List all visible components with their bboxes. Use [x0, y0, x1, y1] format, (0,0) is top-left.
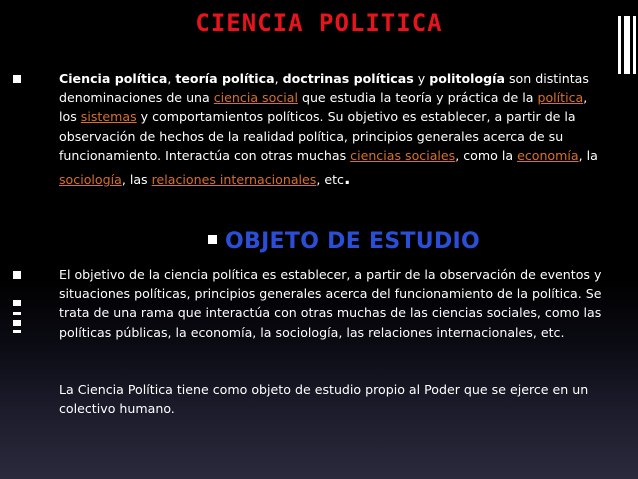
bullet-square-icon	[13, 75, 21, 83]
bullet-square-icon	[13, 271, 21, 279]
link-sistemas[interactable]: sistemas	[80, 109, 137, 125]
paragraph-objective: El objetivo de la ciencia política es establecer, a partir de la observación de eventos y situaciones políticas, principios generales acerca del funcionamiento de la política. Se trata de una rama que interactúa con otras muchas de las ciencias sociales, como las políticas públicas, la economía, la sociología, las relaciones internacionales, etc.	[59, 265, 604, 342]
term-politologia: politología	[429, 71, 505, 86]
link-relaciones-internacionales[interactable]: relaciones internacionales	[151, 172, 317, 188]
term-ciencia-politica: Ciencia política	[59, 71, 168, 86]
section-heading: OBJETO DE ESTUDIO	[208, 229, 480, 254]
link-politica[interactable]: política	[537, 90, 584, 106]
link-economia[interactable]: economía	[517, 147, 579, 163]
term-teoria-politica: teoría política	[175, 71, 275, 86]
link-ciencias-sociales[interactable]: ciencias sociales	[350, 147, 456, 163]
term-doctrinas-politicas: doctrinas políticas	[282, 71, 414, 86]
paragraph-power: La Ciencia Política tiene como objeto de estudio propio al Poder que se ejerce en un colectivo humano.	[59, 382, 589, 417]
bullet-square-icon	[208, 235, 217, 244]
slide-title: CIENCIA POLITICA	[195, 9, 443, 37]
decorative-stripes-top	[614, 16, 638, 76]
paragraph-definition: Ciencia política, teoría política, doctrinas políticas y politología son distintas denominaciones de una ciencia social que estudia la teoría y práctica de la política, los sistemas y comportamientos políticos. Su objetivo es establecer, a partir de la observación de hechos de la realidad política, principios generales acerca de su funcionamiento. Interactúa con otras muchas ciencias sociales, como la economía, la sociología, las relaciones internacionales, etc.	[59, 69, 604, 195]
link-sociologia[interactable]: sociología	[59, 172, 122, 188]
decorative-stripes-bottom	[13, 300, 37, 340]
link-ciencia-social[interactable]: ciencia social	[213, 90, 298, 106]
